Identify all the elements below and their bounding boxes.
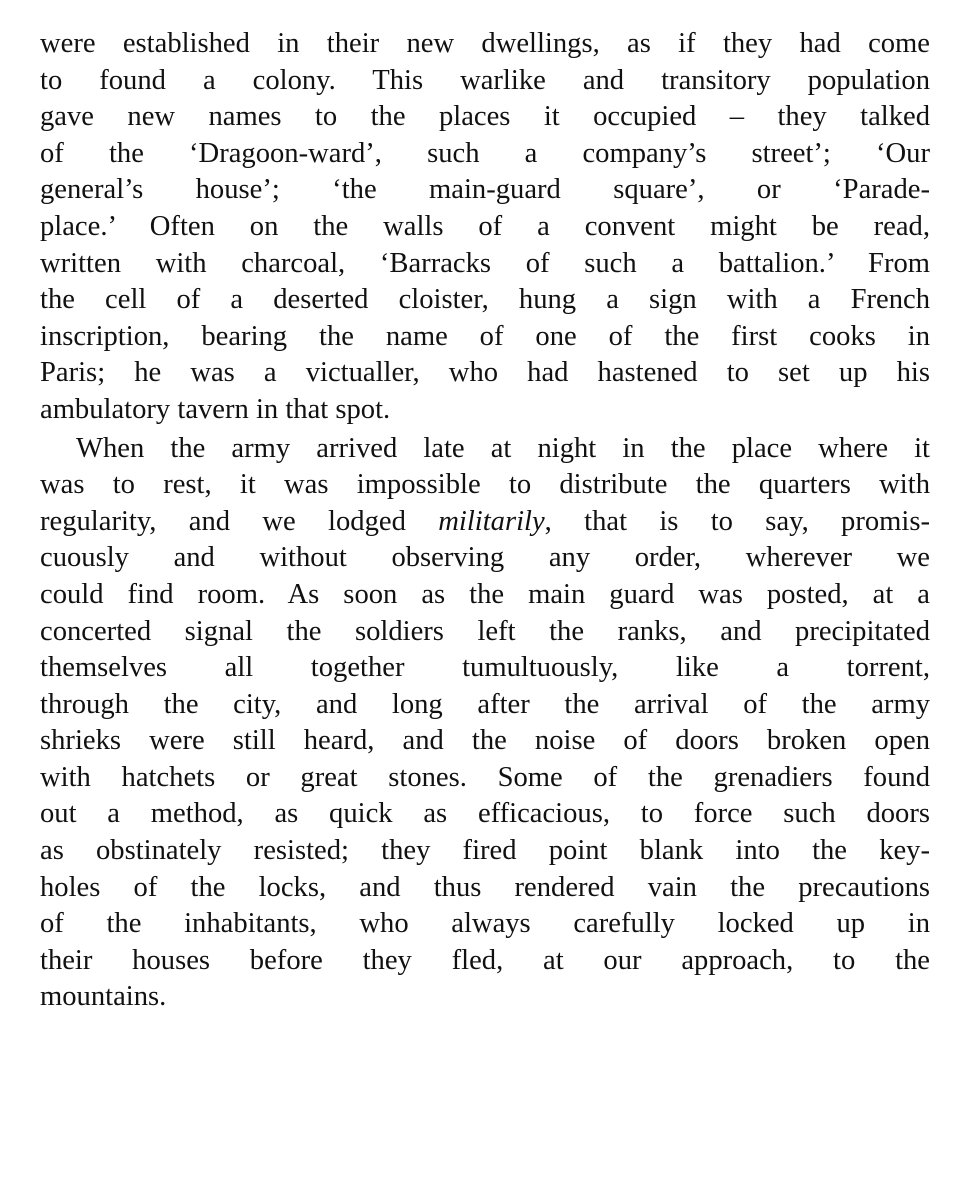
paragraph-1: [40, 26, 930, 429]
text-line: the cell of a deserted cloister, hung a sign with a French: [40, 284, 930, 316]
text-line: general’s house’; ‘the main-guard square’, or ‘Parade-: [40, 174, 930, 206]
text-line: were established in their new dwellings, as if they had come: [40, 28, 930, 59]
text-line: cuously and without observing any order, wherever we: [40, 542, 930, 574]
text-line: through the city, and long after the arrival of the army: [40, 688, 930, 720]
text-line: their houses before they fled, at our approach, to the: [40, 944, 930, 976]
text-segment: , that is to say, promis-: [544, 505, 930, 537]
text-line: gave new names to the places it occupied – they talked: [40, 101, 930, 133]
text-line: When the army arrived late at night in the place where it: [76, 432, 930, 464]
text-line: could find room. As soon as the main guard was posted, at a: [40, 578, 930, 610]
body-text: [40, 26, 930, 1016]
text-line: shrieks were still heard, and the noise of doors broken open: [40, 725, 930, 757]
text-line: as obstinately resisted; they fired point blank into the key-: [40, 835, 930, 867]
text-line: concerted signal the soldiers left the ranks, and precipitated: [40, 615, 930, 647]
text-line: ambulatory tavern in that spot.: [40, 393, 391, 425]
text-line: was to rest, it was impossible to distribute the quarters with: [40, 469, 930, 501]
text-line: written with charcoal, ‘Barracks of such a battalion.’ From: [40, 247, 930, 279]
text-line: out a method, as quick as efficacious, to force such doors: [40, 798, 930, 830]
paragraph-2: [40, 431, 930, 1017]
text-line: place.’ Often on the walls of a convent might be read,: [40, 210, 930, 242]
text-line: of the ‘Dragoon-ward’, such a company’s street’; ‘Our: [40, 137, 930, 169]
text-segment: regularity, and we lodged: [40, 505, 439, 537]
text-line: of the inhabitants, who always carefully locked up in: [40, 908, 930, 940]
text-line: holes of the locks, and thus rendered vain the precautions: [40, 871, 930, 903]
italic-word: militarily: [438, 505, 545, 537]
text-line: with hatchets or great stones. Some of the grenadiers found: [40, 761, 930, 793]
text-line: Paris; he was a victualler, who had hastened to set up his: [40, 357, 930, 389]
text-line: [40, 504, 930, 541]
text-line: to found a colony. This warlike and transitory population: [40, 64, 930, 96]
text-line: inscription, bearing the name of one of the first cooks in: [40, 320, 930, 352]
text-line: themselves all together tumultuously, like a torrent,: [40, 652, 930, 684]
text-line: mountains.: [40, 981, 167, 1013]
